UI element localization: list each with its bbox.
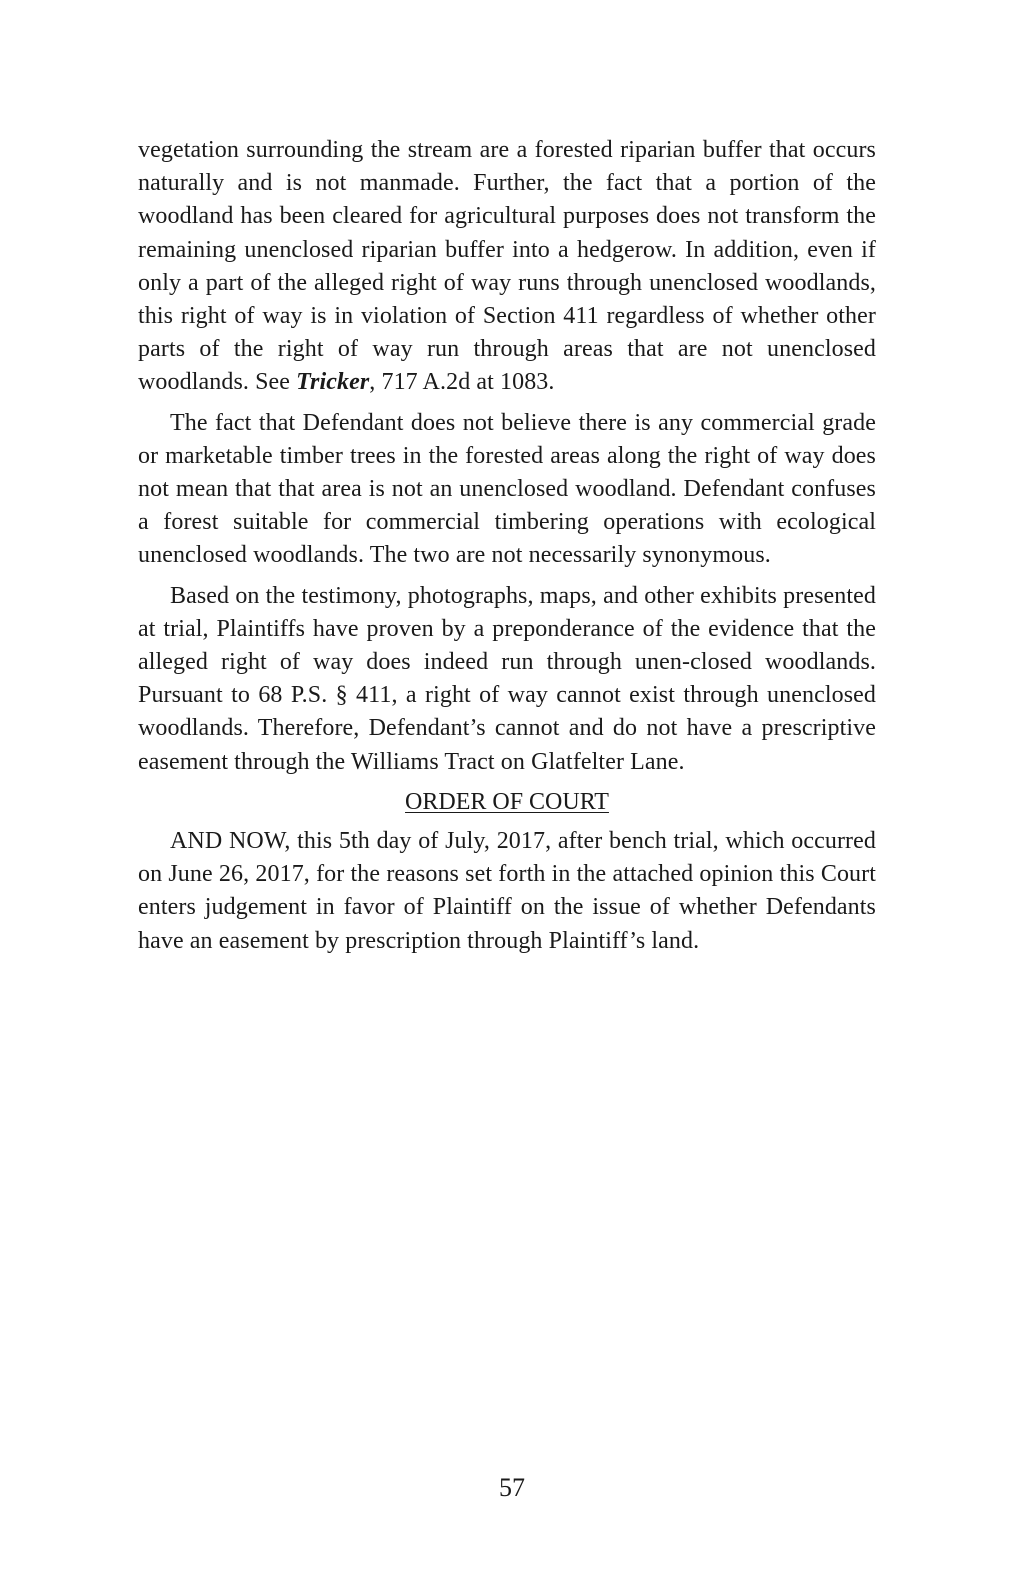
document-body (138, 134, 876, 965)
opinion-paragraph-3: Based on the testimony, photographs, maps, and other exhibits presented at trial, Plaintiffs have proven by a preponderance of the evidence that the alleged right of way does indeed run through unen-closed woodlands. Pursuant to 68 P.S. § 411, a right of way cannot exist through unenclosed woodlands. Therefore, Defendant’s cannot and do not have a prescriptive easement through the Williams Tract on Glatfelter Lane. (138, 582, 876, 775)
order-paragraph: AND NOW, this 5th day of July, 2017, after bench trial, which occurred on June 26, 2017, for the reasons set forth in the attached opinion this Court enters judgement in favor of Plaintiff on the issue of whether Defendants have an easement by prescription through Plaintiff’s land. (138, 828, 876, 954)
paragraph-text: , 717 A.2d at 1083. (369, 369, 555, 396)
opinion-paragraph-1 (138, 134, 876, 400)
order-heading-text: ORDER OF COURT (405, 788, 609, 815)
paragraph-text: vegetation surrounding the stream are a forested riparian buffer that occurs naturally and is not manmade. Further, the fact that a portion of the woodland has been cleared for agricultural purposes does not transform the remaining unenclosed riparian buffer into a hedgerow. In addition, even if only a part of the alleged right of way runs through unenclosed woodlands, this right of way is in violation of Section 411 regardless of whether other parts of the right of way run through areas that are not unenclosed woodlands. See (138, 137, 876, 396)
opinion-paragraph-2: The fact that Defendant does not believe there is any commercial grade or marketable timber trees in the forested areas along the right of way does not mean that that area is not an unenclosed woodland. Defendant confuses a forest suitable for commercial timbering operations with ecological unenclosed woodlands. The two are not necessarily synonymous. (138, 409, 876, 569)
case-citation: Tricker (296, 369, 370, 396)
order-heading (138, 786, 876, 819)
page-number: 57 (499, 1473, 525, 1502)
